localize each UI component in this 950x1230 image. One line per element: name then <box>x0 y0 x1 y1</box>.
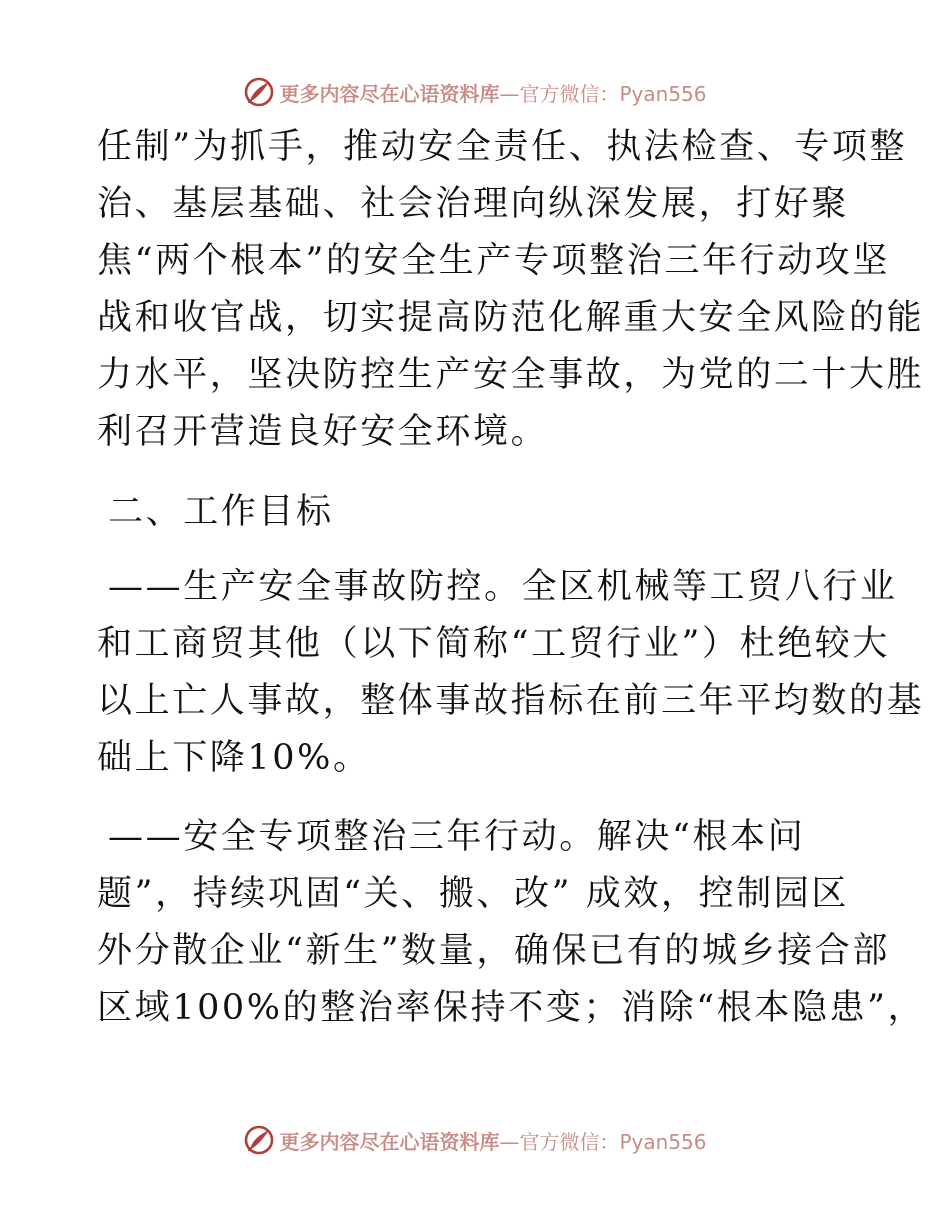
watermark-main: 更多内容尽在心语资料库 <box>279 81 500 106</box>
brand-logo-icon <box>243 1124 275 1156</box>
header-watermark <box>0 72 950 112</box>
section-heading: 二、工作目标 <box>108 492 334 532</box>
footer-watermark <box>0 1120 950 1160</box>
paragraph-line: 以上亡人事故，整体事故指标在前三年平均数的基 <box>97 681 925 721</box>
paragraph-line: 区域100%的整治率保持不变；消除“根本隐患”， <box>97 988 926 1028</box>
paragraph-line: ——生产安全事故防控。全区机械等工贸八行业 <box>108 567 898 607</box>
watermark-text <box>279 1126 706 1155</box>
paragraph-line: 题”，持续巩固“关、搬、改” 成效，控制园区 <box>97 874 850 914</box>
paragraph-line: ——安全专项整治三年行动。解决“根本问 <box>108 817 806 857</box>
watermark-wechat-label: 官方微信： <box>519 1129 620 1154</box>
paragraph-line: 任制”为抓手，推动安全责任、执法检查、专项整 <box>97 127 908 167</box>
paragraph-line: 外分散企业“新生”数量，确保已有的城乡接合部 <box>97 931 890 971</box>
paragraph-line: 战和收官战，切实提高防范化解重大安全风险的能 <box>97 298 925 338</box>
paragraph-line: 利召开营造良好安全环境。 <box>97 412 549 452</box>
paragraph-line: 焦“两个根本”的安全生产专项整治三年行动攻坚 <box>97 241 890 281</box>
watermark-wechat-id: Pyan556 <box>619 1129 707 1154</box>
watermark-wechat-label: 官方微信： <box>519 81 620 106</box>
watermark-text <box>279 78 706 107</box>
brand-logo-icon <box>243 76 275 108</box>
watermark-wechat-id: Pyan556 <box>619 81 707 106</box>
paragraph-line: 和工商贸其他（以下简称“工贸行业”）杜绝较大 <box>97 624 890 664</box>
watermark-separator: — <box>499 81 520 106</box>
watermark-separator: — <box>499 1129 520 1154</box>
watermark-main: 更多内容尽在心语资料库 <box>279 1129 500 1154</box>
paragraph-line: 治、基层基础、社会治理向纵深发展，打好聚 <box>97 184 850 224</box>
paragraph-line: 力水平，坚决防控生产安全事故，为党的二十大胜 <box>97 355 925 395</box>
paragraph-line: 础上下降10%。 <box>97 738 371 778</box>
